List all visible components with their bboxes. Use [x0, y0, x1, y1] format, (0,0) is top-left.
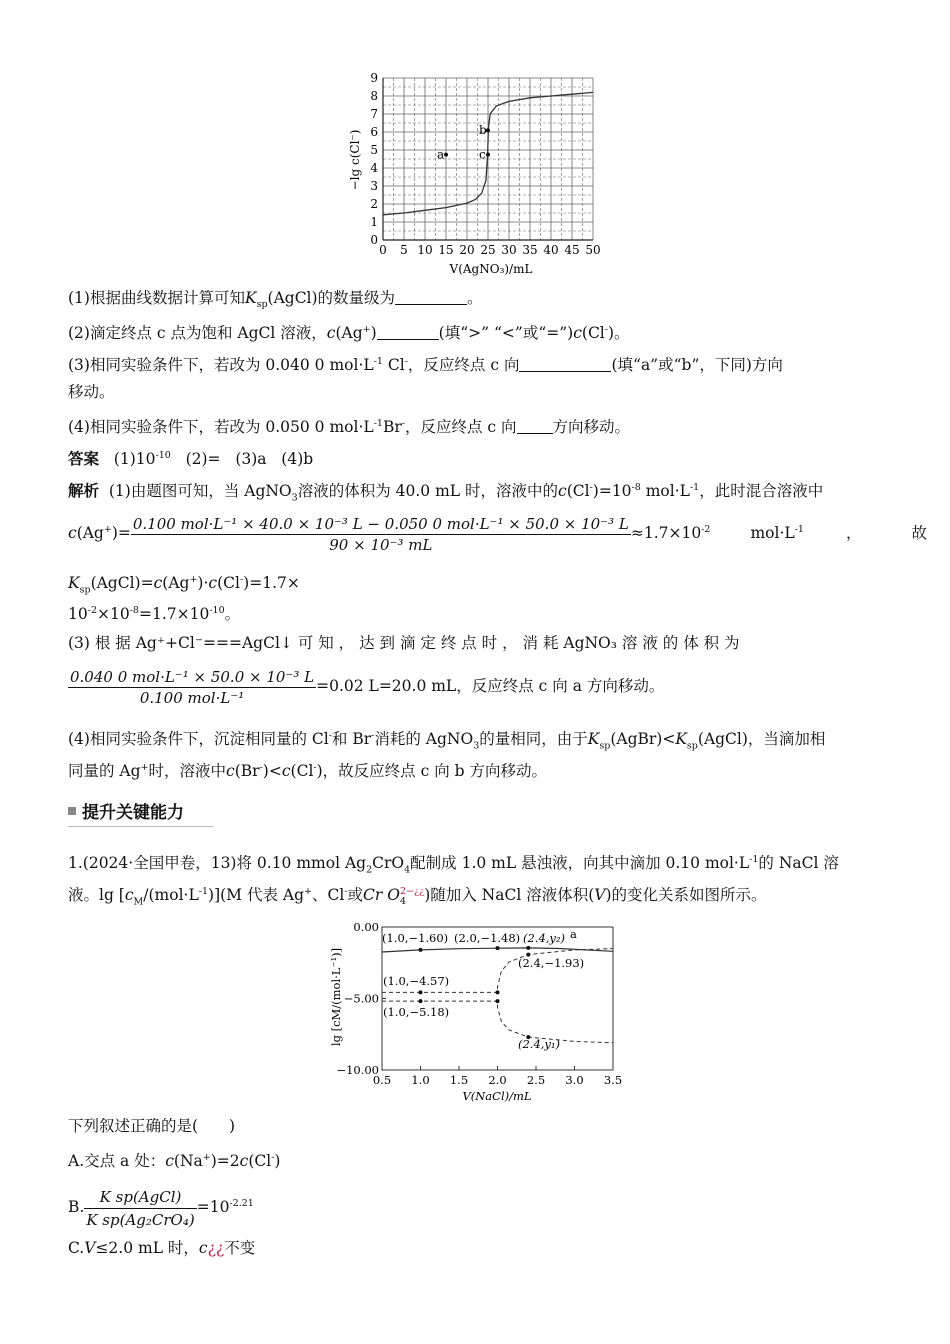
question-2: (2)滴定终点 c 点为饱和 AgCl 溶液，c(Ag+) (填“>” “<”或“=”)c(Cl-)。 — [68, 324, 630, 343]
chart-tick-labels — [336, 920, 622, 1087]
y-tick-label: 6 — [370, 125, 378, 139]
analysis-line-8: 同量的 Ag+时，溶液中c(Br-)<c(Cl-)，故反应终点 c 向 b 方向移动。 — [68, 762, 547, 781]
analysis-line-1: 解析 (1)由题图可知，当 AgNO$_3$溶液的体积为 40.0 mL 时，溶液中的$c(Cl^-)=10^{-8}$ $mol\cdot L^{-1}$，此时混合溶液中 — [68, 482, 824, 504]
analysis-line-5: (3) 根 据 Ag⁺+Cl⁻===AgCl↓ 可 知 ， 达 到 滴 定 终 点 时 ， 消 耗 AgNO₃ 溶 液 的 体 积 为 — [68, 634, 740, 652]
x-tick-label: 20 — [459, 243, 475, 257]
chart-tick-labels — [370, 71, 600, 257]
label-2-4-neg1-93: (2.4,−1.93) — [518, 956, 585, 970]
label-2-4-y2: (2.4,y₂) — [523, 931, 566, 945]
x-tick-label: 40 — [543, 243, 559, 257]
point-label-b: b — [479, 123, 487, 138]
x-tick-label: 25 — [480, 243, 496, 257]
y-tick-label: −10.00 — [336, 1063, 379, 1077]
x-tick-label: 0 — [379, 243, 387, 257]
y-axis-label: −lg c(Cl⁻) — [348, 129, 362, 191]
data-point — [526, 946, 530, 950]
analysis-line-7: (4)相同实验条件下，沉淀相同量的 Cl-和 Br-消耗的 AgNO$_3$的量相同，由于$K_{sp}(AgBr)<K_{sp}(AgCl)$，当滴加相 — [68, 730, 826, 752]
x-axis-label: V(NaCl)/mL — [462, 1089, 532, 1103]
fraction-volume: $\frac{\text{0.040 0 mol·L⁻¹ × 50.0 × 10⁻³ L}}{\text{0.100 mol·L⁻¹}}$ — [70, 667, 315, 707]
question-prompt: 下列叙述正确的是( ) — [68, 1117, 236, 1135]
x-tick-label: 15 — [438, 243, 454, 257]
x-tick-label: 10 — [417, 243, 433, 257]
y-tick-label: 2 — [370, 197, 378, 211]
answer-line: 答案 $(1)10^{-10}$ (2)= (3)a (4)b — [68, 450, 314, 469]
label-1-0-neg1-60: (1.0,−1.60) — [382, 931, 449, 945]
label-1-0-neg5-18: (1.0,−5.18) — [383, 1005, 450, 1019]
data-point — [496, 999, 500, 1003]
data-point — [419, 990, 423, 994]
question-1: (1)根据曲线数据计算可知$K_{sp}(AgCl)$的数量级为 。 — [68, 289, 483, 311]
x-tick-label: 5 — [400, 243, 408, 257]
y-tick-label: 7 — [370, 107, 378, 121]
y-tick-label: 3 — [370, 179, 378, 193]
point-c — [486, 153, 490, 157]
label-2-0-neg1-48: (2.0,−1.48) — [454, 931, 521, 945]
data-point — [419, 999, 423, 1003]
answer-blank-1[interactable] — [395, 290, 467, 305]
label-a: a — [570, 927, 577, 941]
y-tick-label: 1 — [370, 215, 378, 229]
answer-blank-4[interactable] — [517, 419, 553, 434]
y-tick-label: −5.00 — [343, 991, 379, 1006]
x-tick-label: 3.0 — [565, 1073, 584, 1087]
fraction-ag-concentration: 0.100 mol·L⁻¹ × 40.0 × 10⁻³ L − 0.050 0 mol·L⁻¹ × 50.0 × 10⁻³ L 90 × 10⁻³ mL — [132, 514, 629, 554]
analysis-line-2: c(Ag+)= 0.100 mol·L⁻¹ × 40.0 × 10⁻³ L − 0.050 0 mol·L⁻¹ × 50.0 × 10⁻³ L 90 × 10⁻³ mL $\approx 1.7\times 10^{-2}$ $mol\cdot L^{-1}$ ， 故 — [68, 514, 927, 554]
y-tick-label: 9 — [370, 71, 378, 85]
x-tick-label: 1.5 — [449, 1073, 469, 1087]
y-tick-label: 4 — [370, 161, 378, 175]
option-b[interactable]: B. $\frac{\text{K sp(AgCl)}}{\text{K sp(Ag₂CrO₄)}}$ $=10^{-2.21}$ — [68, 1187, 254, 1229]
problem-1-line-1: 1.(2024·全国甲卷，13)将 0.10 mmol $Ag_2CrO_4$配制成 1.0 mL 悬浊液，向其中滴加 0.10 $mol\cdot L^{-1}$的 NaCl 溶 — [68, 854, 839, 876]
x-tick-label: 35 — [522, 243, 538, 257]
x-tick-label: 50 — [585, 243, 601, 257]
analysis-line-4: $10^{-2}\times 10^{-8}=1.7\times 10^{-10}$。 — [68, 605, 241, 624]
answer-blank-2[interactable] — [377, 325, 439, 340]
y-tick-label: 0 — [370, 233, 378, 247]
label-2-4-y1: (2.4,y₁) — [518, 1037, 561, 1051]
analysis-line-3: $K_{sp}(AgCl)=c(Ag^+)\cdot c(Cl^-)=1.7\times$ — [68, 574, 300, 596]
y-axis-label: lg [cM/(mol·L⁻¹)] — [329, 947, 343, 1047]
x-axis-label: V(AgNO₃)/mL — [449, 262, 533, 276]
chart-points — [437, 123, 490, 161]
square-bullet-icon — [68, 807, 76, 815]
point-label-c: c — [479, 147, 486, 162]
label-1-0-neg4-57: (1.0,−4.57) — [383, 974, 450, 988]
x-tick-label: 2.5 — [526, 1073, 546, 1087]
problem-1-line-2: 液。$\lg [c_M/(mol\cdot L^{-1})](M$ 代表 Ag+、Cl-或Cr $O_4^{2-¿¿}$)随加入 NaCl 溶液体积(V)的变化关系如图所示。 — [68, 886, 767, 908]
fraction-ksp-ratio: $\frac{\text{K sp(AgCl)}}{\text{K sp(Ag₂CrO₄)}}$ — [86, 1187, 195, 1229]
y-tick-label: 8 — [370, 89, 378, 103]
question-3: (3)相同实验条件下，若改为 0.040 0 $mol\cdot L^{-1}$ Cl-，反应终点 c 向 (填“a”或“b”，下同)方向 — [68, 356, 783, 375]
point-a — [444, 153, 448, 157]
y-tick-label: 5 — [370, 143, 378, 157]
y-tick-label: 0.00 — [353, 920, 379, 934]
x-tick-label: 45 — [564, 243, 580, 257]
answer-blank-3[interactable] — [519, 357, 611, 372]
point-label-a: a — [437, 147, 445, 162]
section-title: 提升关键能力 — [82, 803, 184, 823]
titration-chart — [345, 68, 610, 278]
section-header — [68, 798, 213, 827]
option-c[interactable]: C.V≤2.0 mL 时，c¿¿不变 — [68, 1239, 256, 1257]
chart-grid — [383, 78, 593, 240]
question-4: (4)相同实验条件下，若改为 0.050 0 $mol\cdot L^{-1}Br^-$，反应终点 c 向 方向移动。 — [68, 418, 631, 437]
x-tick-label: 3.5 — [603, 1073, 623, 1087]
data-point — [496, 990, 500, 994]
data-point — [419, 948, 423, 952]
x-tick-label: 2.0 — [488, 1073, 507, 1087]
data-point — [496, 946, 500, 950]
option-a[interactable]: A.交点 a 处：c(Na+)=2c(Cl-) — [68, 1152, 281, 1171]
x-tick-label: 0.5 — [372, 1073, 392, 1087]
question-3-cont: 移动。 — [68, 383, 115, 401]
x-tick-label: 30 — [501, 243, 517, 257]
nacl-titration-chart — [325, 915, 625, 1105]
analysis-line-6: $\frac{\text{0.040 0 mol·L⁻¹ × 50.0 × 10⁻³ L}}{\text{0.100 mol·L⁻¹}}$ =0.02 L=20.0 mL，反应终点 c 向 a 方向移动。 — [70, 667, 665, 707]
x-tick-label: 1.0 — [411, 1073, 430, 1087]
